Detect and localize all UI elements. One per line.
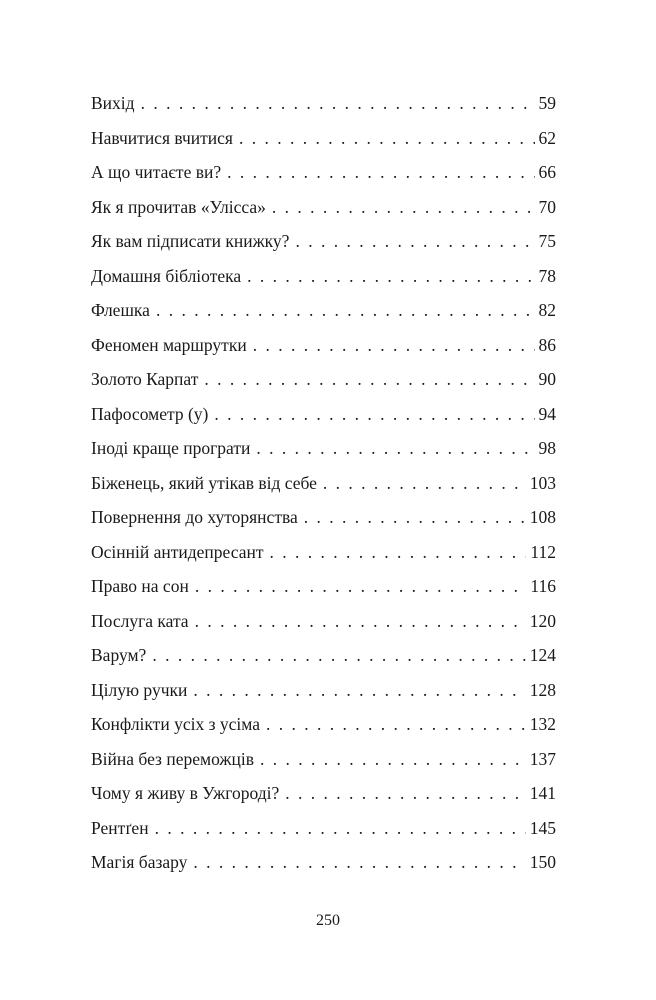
toc-entry-page-number: 132: [529, 714, 556, 734]
toc-entry-title: А що читаєте ви?: [91, 162, 222, 182]
toc-entry-page-number: 62: [538, 127, 556, 148]
toc-entry-page-number: 108: [529, 507, 556, 527]
toc-entry-title: Флешка: [91, 300, 150, 320]
toc-entry-page-number: 141: [529, 783, 556, 803]
toc-entry-page-number: 86: [538, 334, 556, 355]
toc-entry-page-number: 94: [538, 403, 556, 424]
toc-entry-page-number: 98: [538, 438, 556, 458]
dot-leader: [195, 604, 526, 639]
toc-entry[interactable]: [91, 190, 556, 225]
toc-entry-page-number: 66: [538, 162, 556, 182]
toc-entry[interactable]: [91, 569, 556, 604]
toc-entry-title: Варум?: [91, 645, 147, 665]
toc-entry[interactable]: [91, 707, 556, 742]
dot-leader: [295, 224, 534, 259]
toc-entry-page-number: 145: [529, 817, 556, 838]
toc-entry[interactable]: [91, 431, 556, 466]
toc-entry[interactable]: [91, 328, 556, 363]
toc-entry-title: Іноді краще програти: [91, 438, 251, 458]
dot-leader: [141, 86, 535, 121]
toc-entry[interactable]: [91, 155, 556, 190]
toc-entry[interactable]: [91, 293, 556, 328]
toc-entry-title: Як вам підписати книжку?: [91, 231, 290, 251]
toc-entry-page-number: 128: [529, 679, 556, 700]
toc-entry-title: Пафосометр (у): [91, 403, 209, 424]
dot-leader: [239, 121, 535, 156]
toc-entry-page-number: 59: [538, 93, 556, 113]
toc-entry[interactable]: [91, 121, 556, 156]
toc-entry-title: Рентґен: [91, 817, 149, 838]
toc-entry-title: Біженець, який утікав від себе: [91, 472, 317, 493]
toc-entry[interactable]: [91, 604, 556, 639]
toc-entry-title: Послуга ката: [91, 610, 189, 631]
dot-leader: [214, 397, 534, 432]
toc-entry[interactable]: [91, 224, 556, 259]
toc-entry-page-number: 116: [530, 576, 556, 596]
toc-entry-title: Конфлікти усіх з усіма: [91, 714, 260, 734]
dot-leader: [193, 673, 525, 708]
dot-leader: [260, 742, 526, 777]
toc-entry[interactable]: [91, 845, 556, 880]
toc-entry-title: Магія базару: [91, 852, 188, 872]
toc-entry-page-number: 90: [538, 369, 556, 389]
dot-leader: [253, 328, 535, 363]
toc-entry-page-number: 124: [529, 645, 556, 665]
dot-leader: [272, 190, 535, 225]
toc-entry-page-number: 82: [538, 300, 556, 320]
table-of-contents: [91, 86, 556, 880]
toc-entry-title: Чому я живу в Ужгороді?: [91, 783, 280, 803]
dot-leader: [270, 535, 527, 570]
dot-leader: [156, 293, 535, 328]
toc-entry-page-number: 137: [529, 748, 556, 769]
toc-entry-title: Золото Карпат: [91, 369, 199, 389]
toc-entry-page-number: 112: [530, 541, 556, 562]
toc-entry[interactable]: [91, 673, 556, 708]
toc-entry[interactable]: [91, 466, 556, 501]
toc-entry-page-number: 120: [529, 610, 556, 631]
toc-entry-page-number: 78: [538, 265, 556, 286]
dot-leader: [304, 500, 526, 535]
toc-entry[interactable]: [91, 259, 556, 294]
toc-entry-title: Як я прочитав «Улісса»: [91, 196, 266, 217]
toc-entry[interactable]: [91, 500, 556, 535]
dot-leader: [155, 811, 526, 846]
dot-leader: [256, 431, 534, 466]
toc-entry[interactable]: [91, 362, 556, 397]
toc-entry-title: Вихід: [91, 93, 135, 113]
dot-leader: [285, 776, 525, 811]
dot-leader: [195, 569, 527, 604]
dot-leader: [266, 707, 526, 742]
toc-entry-title: Війна без переможців: [91, 748, 254, 769]
dot-leader: [193, 845, 525, 880]
toc-entry-page-number: 70: [538, 196, 556, 217]
toc-entry-title: Навчитися вчитися: [91, 127, 233, 148]
dot-leader: [227, 155, 534, 190]
toc-entry[interactable]: [91, 535, 556, 570]
dot-leader: [247, 259, 534, 294]
toc-entry[interactable]: [91, 776, 556, 811]
toc-entry[interactable]: [91, 86, 556, 121]
toc-entry-title: Повернення до хуторянства: [91, 507, 298, 527]
toc-entry-title: Феномен маршрутки: [91, 334, 247, 355]
toc-entry[interactable]: [91, 742, 556, 777]
toc-entry-page-number: 150: [529, 852, 556, 872]
toc-entry-title: Домашня бібліотека: [91, 265, 242, 286]
dot-leader: [152, 638, 525, 673]
toc-entry[interactable]: [91, 811, 556, 846]
toc-entry-title: Цілую ручки: [91, 679, 188, 700]
toc-entry-title: Осінній антидепресант: [91, 541, 264, 562]
toc-entry[interactable]: [91, 638, 556, 673]
toc-entry-title: Право на сон: [91, 576, 189, 596]
dot-leader: [204, 362, 534, 397]
toc-entry-page-number: 103: [529, 472, 556, 493]
dot-leader: [323, 466, 526, 501]
toc-entry[interactable]: [91, 397, 556, 432]
page-number: 250: [316, 912, 340, 929]
toc-entry-page-number: 75: [538, 231, 556, 251]
